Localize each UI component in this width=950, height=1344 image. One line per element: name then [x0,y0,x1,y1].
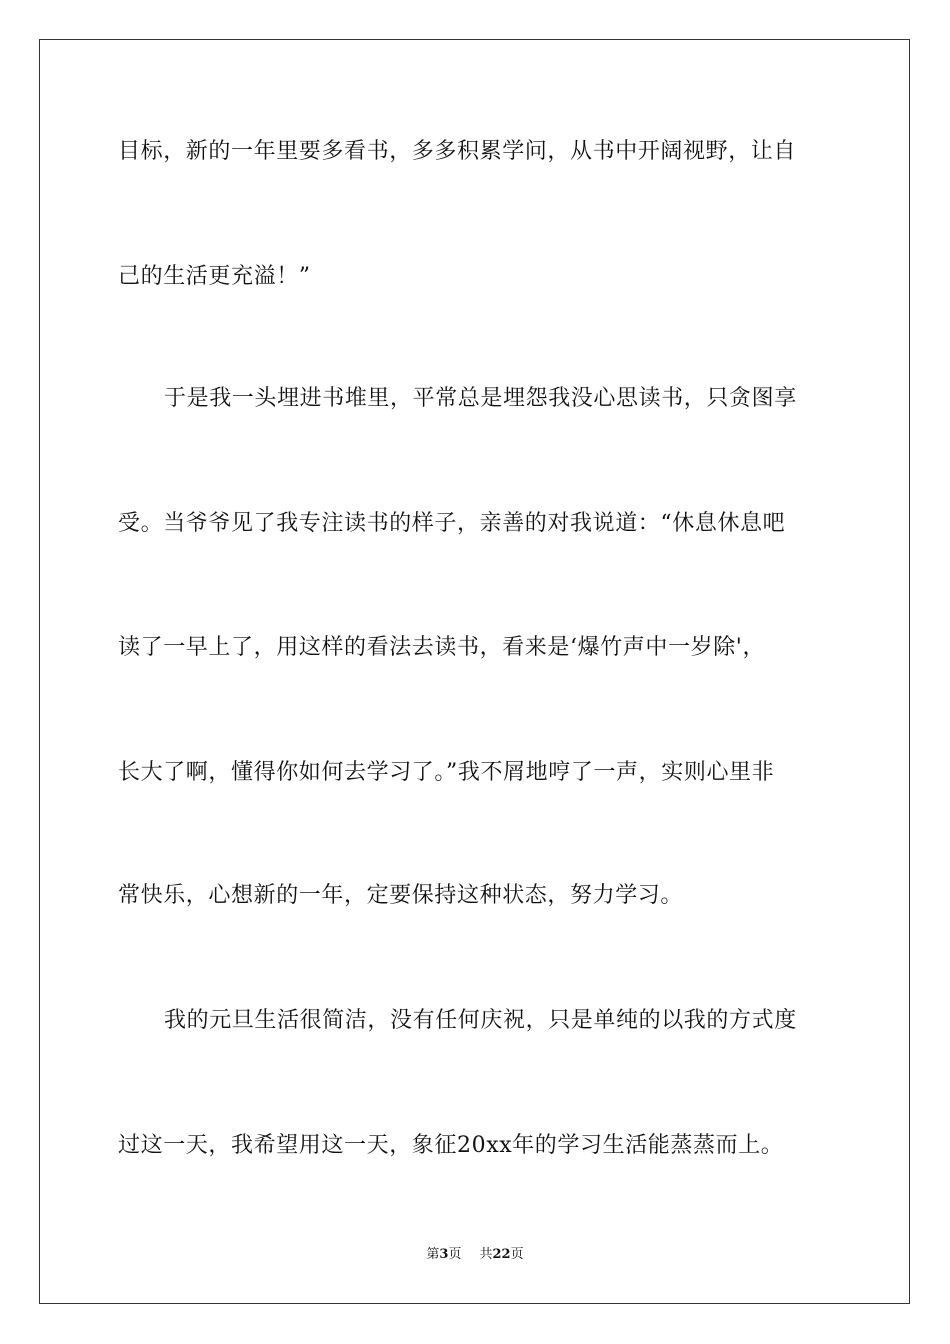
text-line-9: 过这一天，我希望用这一天，象征20xx年的学习生活能蒸蒸而上。 [118,1133,784,1158]
text-line-1: 目标，新的一年里要多看书，多多积累学问，从书中开阔视野，让自 [118,139,797,164]
text-line-8: 我的元旦生活很简洁，没有任何庆祝，只是单纯的以我的方式度 [164,1008,797,1033]
page-frame [39,39,910,1304]
text-line-3: 于是我一头埋进书堆里，平常总是埋怨我没心思读书，只贪图享 [164,386,797,411]
page-number: 3 [439,1247,449,1262]
text-line-5: 读了一早上了，用这样的看法去读书，看来是‘爆竹声中一岁除'， [118,635,766,660]
page-footer [0,1246,950,1264]
text-line-2: 己的生活更充溢！” [118,264,311,289]
total-prefix: 共 [479,1247,493,1262]
total-pages: 22 [492,1247,511,1262]
total-suffix: 页 [510,1247,524,1262]
text-line-7: 常快乐，心想新的一年，定要保持这种状态，努力学习。 [118,883,684,908]
page-suffix: 页 [448,1247,462,1262]
page-prefix: 第 [426,1247,440,1262]
text-line-6: 长大了啊，懂得你如何去学习了。”我不屑地哼了一声，实则心里非 [118,760,775,785]
text-line-4: 受。当爷爷见了我专注读书的样子，亲善的对我说道：“休息休息吧 [118,511,786,536]
